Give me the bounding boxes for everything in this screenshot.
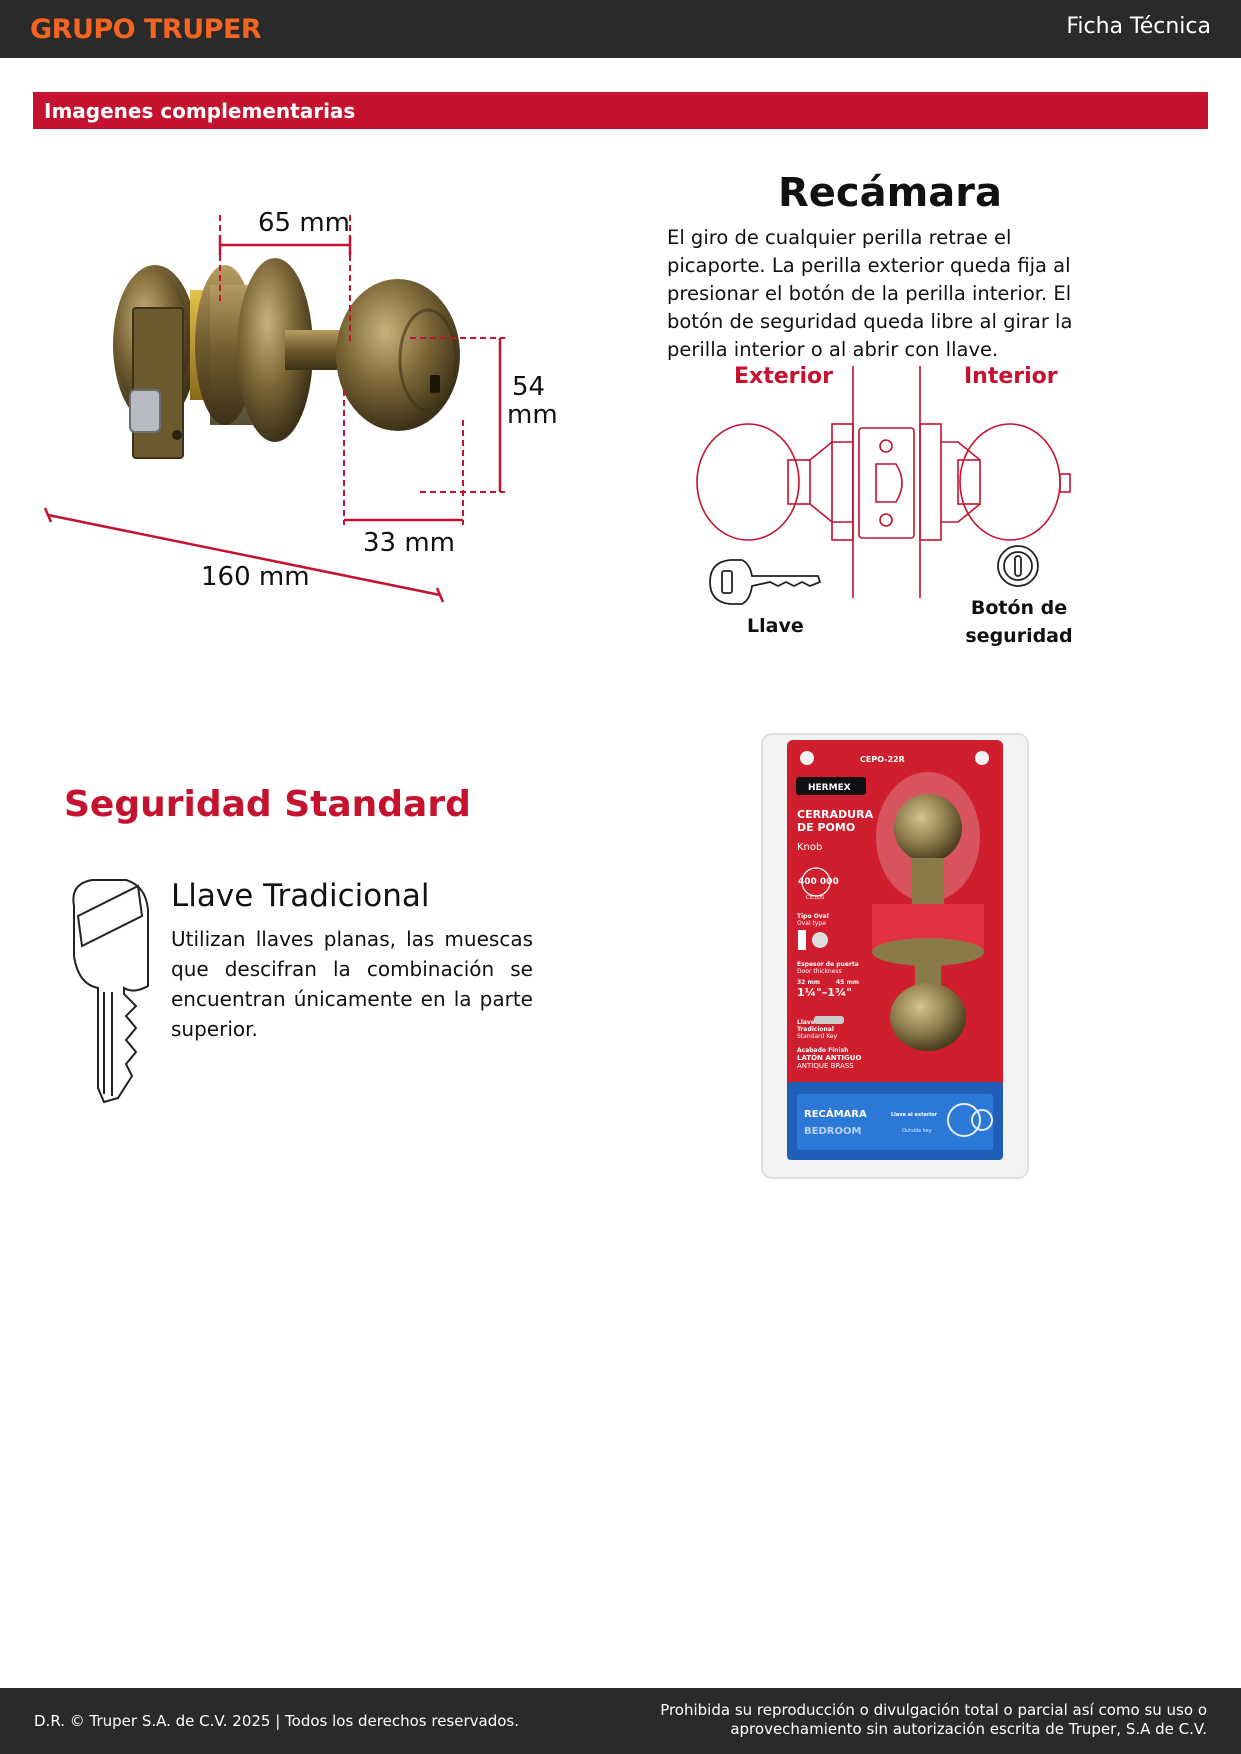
pkg-room-es: RECÁMARA [804, 1109, 867, 1120]
document-type: Ficha Técnica [1066, 14, 1211, 39]
latch-bolt [130, 390, 160, 432]
pkg-cycles-label: CICLOS [806, 895, 825, 901]
pkg-finish-name: LATÓN ANTIGUO [797, 1054, 862, 1062]
safety-button-label [954, 594, 1084, 650]
pkg-type-en: Oval type [797, 920, 826, 927]
pkg-cycles-num: 400 000 [798, 877, 839, 887]
pkg-finish-es: Acabado Finish [797, 1047, 849, 1054]
pkg-room-note: Llave al exterior [891, 1112, 937, 1118]
section-header [33, 92, 1208, 129]
brand-logo: GRUPO TRUPER [30, 14, 262, 45]
pkg-door-in: 1¼"–1¾" [797, 986, 853, 999]
key-type-description: Utilizan llaves planas, las muescas que descifran la combinación se encuentran únicamente en la parte superior. [171, 927, 533, 1041]
dimension-length-label: 160 mm [201, 562, 310, 592]
safety-button-label-line2: seguridad [965, 625, 1073, 647]
front-knob [336, 279, 460, 431]
copyright-text: D.R. © Truper S.A. de C.V. 2025 | Todos los derechos reservados. [34, 1712, 519, 1730]
pkg-finish-en: ANTIQUE BRASS [797, 1062, 854, 1070]
pkg-door-mm-min: 32 mm [797, 979, 820, 986]
pkg-type-es: Tipo Oval [797, 913, 829, 920]
legal-notice-line2: aprovechamiento sin autorización escrita de Truper, S.A de C.V. [730, 1720, 1207, 1738]
pkg-key-es2: Tradicional [797, 1026, 834, 1033]
pkg-door-en: Door thickness [797, 968, 842, 975]
standard-key-icon [64, 876, 154, 1106]
security-title: Seguridad Standard [64, 784, 471, 825]
pkg-door-es: Espesor de puerta [797, 961, 859, 968]
dimension-height-number: 54 [512, 372, 546, 402]
dimension-width-label: 65 mm [258, 208, 351, 238]
lock-photo-illustration [30, 190, 590, 610]
function-description: El giro de cualquier perilla retrae el picaporte. La perilla exterior queda fija al presionar el botón de la perilla interior. El botón de seguridad queda libre al girar la perilla interior o al abrir con llave. [667, 226, 1073, 361]
pkg-product-line1: CERRADURA [797, 808, 874, 821]
safety-button-label-line1: Botón de [970, 597, 1068, 619]
legal-notice-line1: Prohibida su reproducción o divulgación total o parcial así como su uso o [660, 1701, 1207, 1719]
pkg-product-line2: DE POMO [797, 821, 856, 834]
pkg-model: CEPO-22R [860, 755, 905, 764]
dimensions-figure [30, 190, 590, 610]
legal-notice [627, 1701, 1207, 1739]
section-title: Imagenes complementarias [44, 99, 356, 123]
dimension-depth-label: 33 mm [363, 528, 456, 558]
pkg-key-en: Standard Key [797, 1033, 838, 1040]
header-bar [0, 0, 1241, 58]
key-type-title: Llave Tradicional [171, 878, 430, 914]
pkg-room-en: BEDROOM [804, 1126, 862, 1137]
product-package-image [760, 732, 1032, 1180]
pkg-key-es: Llave [797, 1019, 815, 1026]
lock-function-diagram [690, 360, 1090, 660]
exterior-label: Exterior [734, 364, 834, 389]
pkg-brand: HERMEX [808, 783, 851, 793]
pkg-door-mm-max: 45 mm [836, 979, 859, 986]
key-label: Llave [747, 615, 804, 637]
dimension-height-unit: mm [507, 400, 558, 430]
function-title: Recámara [777, 170, 1003, 216]
safety-button-icon [998, 546, 1038, 586]
pkg-room-note-en: Outside key [902, 1128, 932, 1134]
footer-bar [0, 1688, 1241, 1754]
pkg-product-en: Knob [797, 842, 823, 853]
interior-label: Interior [964, 364, 1058, 389]
key-icon [710, 560, 820, 604]
